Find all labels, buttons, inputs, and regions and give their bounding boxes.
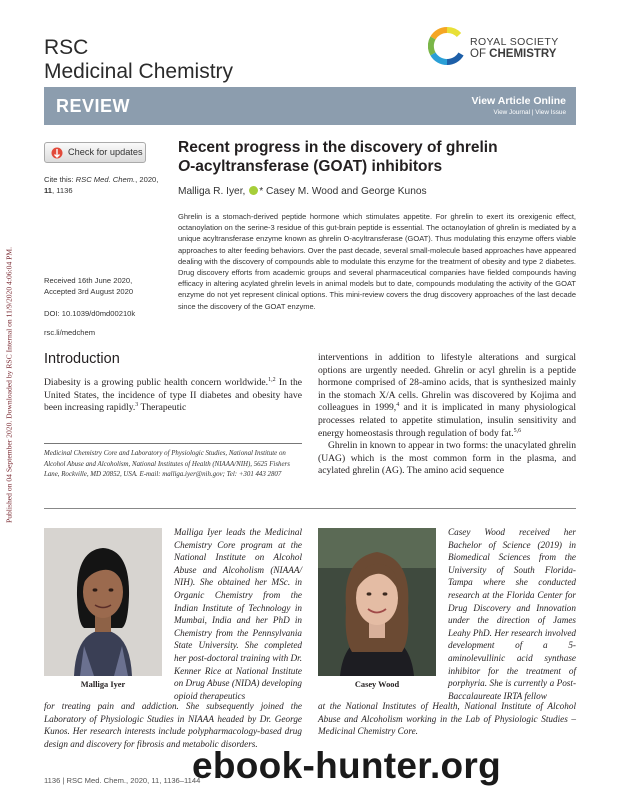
biography-wood-continued: at the National Institutes of Health, National Institute of Alcohol Abuse and Alcoholism working in the Lab of Physiologic Studies – Medicinal Chemistry Core. [318,701,576,737]
accepted-date: Accepted 3rd August 2020 [44,286,134,296]
orcid-icon[interactable] [249,186,258,195]
biography-iyer-continued: for treating pain and addiction. She subsequently joined the Laboratory of Physiologic Studies in NIAAA headed by Dr. George Kunos. Her research interests include polypharmacology-based drug design and discovery for fibrosis and metabolic disorders. [44,701,302,749]
check-updates-icon [51,147,63,159]
section-heading-introduction: Introduction [44,351,120,367]
article-dates [44,276,164,297]
abstract: Ghrelin is a stomach-derived peptide hormone which stimulates appetite. For ghrelin to exert its orexigenic effect, octanoylation on the serine-3 residue of this gut-brain peptide is essential. The octanoylation of ghrelin is mediated by a unique acyltransferase enzyme known as ghrelin O-acyltransferase (GOAT). Thus modulating this enzyme offers viable approaches to alter feeding behaviors. Over the past decade, several small-molecule based approaches have appeared dealing with the discovery of compounds able to modulate this enzyme for the treatment of obesity and type 2 diabetes. Drug discovery efforts from academic groups and several pharmaceutical companies have fielded compounds having efficacy in altering acylated ghrelin levels in animal models but to date, compounds modulating the activity of the GOAT enzyme do not yet represent clinical options. This mini-review covers the drug discovery approaches of the last decade since the discovery of the GOAT enzyme. [178,212,576,311]
photo-caption-iyer: Malliga Iyer [80,680,126,689]
biography-divider [44,508,576,509]
biography-iyer: Malliga Iyer leads the Medicinal Chemistry Core program at the National Institute on Alcohol Abuse and Alcoholism (NIAAA/ NIH). She obtained her MSc. in Organic Chemistry from the Indian Institute of Technology in Mumbai, India and her PhD in Chemistry from the Pennsylvania State University. She completed her post-doctoral training with Dr. Kenner Rice at National Institute on Drug Abuse (NIDA) developing opioid therapeutics [174,527,302,701]
author-photo-iyer [44,528,162,676]
rsc-logo[interactable] [428,26,578,70]
photo-caption-wood: Casey Wood [354,680,400,689]
view-article-online-link[interactable]: View Article Online [471,95,566,107]
view-journal-issue-links[interactable]: View Journal | View Issue [493,109,566,116]
right-column-text [318,352,576,478]
biography-wood: Casey Wood received her Bachelor of Science (2019) in Biomedical Sciences from the University of South Florida-Tampa where she conducted research at the Florida Center for Drug Discovery and Innovation under the direction of James Leahy PhD. Her research involved development of a 5-aminolevullinic acid synthase inhibitor for the treatment of porphyria. She is currently a Post-Baccalaureate IRTA fellow [448,527,576,701]
journal-name-line2: Medicinal Chemistry [44,60,234,83]
watermark: ebook-hunter.org [192,745,502,786]
article-title: Recent progress in the discovery of ghrelin O-acyltransferase (GOAT) inhibitors [178,139,498,175]
journal-link[interactable]: rsc.li/medchem [44,328,96,337]
doi[interactable]: DOI: 10.1039/d0md00210k [44,309,136,318]
logo-text-line2: OF CHEMISTRY [470,48,557,60]
journal-name-line1: RSC [44,36,89,59]
introduction-paragraph: Diabesity is a growing public health concern worldwide.$^{1,2}$ In the United States, the incidence of type II diabetes and obesity have been increasing rapidly.$^3$ Therapeutic [44,376,302,414]
article-type-label: REVIEW [56,96,131,116]
paragraph: interventions in addition to lifestyle alterations and surgical options are urgently needed. Ghrelin or acyl ghrelin is a peptide hormone comprised of 28-amino acids, that is synthesized mainly in the stomach X/A cells. Ghrelin was discovered by Kojima and colleagues in 1999,$^4$ and it is implicated in many physiological processes related to appetite stimulation, insulin sensitivity and energy homeostasis through regulation of body fat.$^{5,6}$ [318,352,576,439]
check-for-updates-button[interactable] [44,142,146,163]
page-footer: 1136 | RSC Med. Chem., 2020, 11, 1136–1144 [44,776,201,785]
paragraph: Ghrelin in known to appear in two forms: the unacylated ghrelin (UAG) which is the most common form in the plasma, and acylated ghrelin (AG). The amino acid sequence [318,440,576,477]
article-type-banner [44,87,576,125]
journal-name [44,36,233,84]
check-for-updates-label: Check for updates [68,147,143,157]
logo-text-line1: ROYAL SOCIETY [470,36,559,48]
received-date: Received 16th June 2020, [44,276,133,285]
author-affiliation: Medicinal Chemistry Core and Laboratory of Physiologic Studies, National Institute on Alcohol Abuse and Alcoholism, National Institutes of Health (NIAAA/NIH), 5625 Fishers Lane, Rockville, MD 20852, USA. E-mail: malliga.iyer@nih.gov; Tel: +301 443 2807 [44,443,302,481]
publication-side-note: Published on 04 September 2020. Downloaded by RSC Internal on 11/9/2020 4:06:04 PM. [4,246,14,524]
citation: Cite this: RSC Med. Chem., 2020, 11, 1136 [44,175,159,195]
author-list: Malliga R. Iyer, * Casey M. Wood and George Kunos [178,186,427,197]
rsc-logo-icon [428,26,466,66]
author-iyer[interactable]: Malliga R. Iyer, [178,186,246,197]
author-photo-wood [318,528,436,676]
